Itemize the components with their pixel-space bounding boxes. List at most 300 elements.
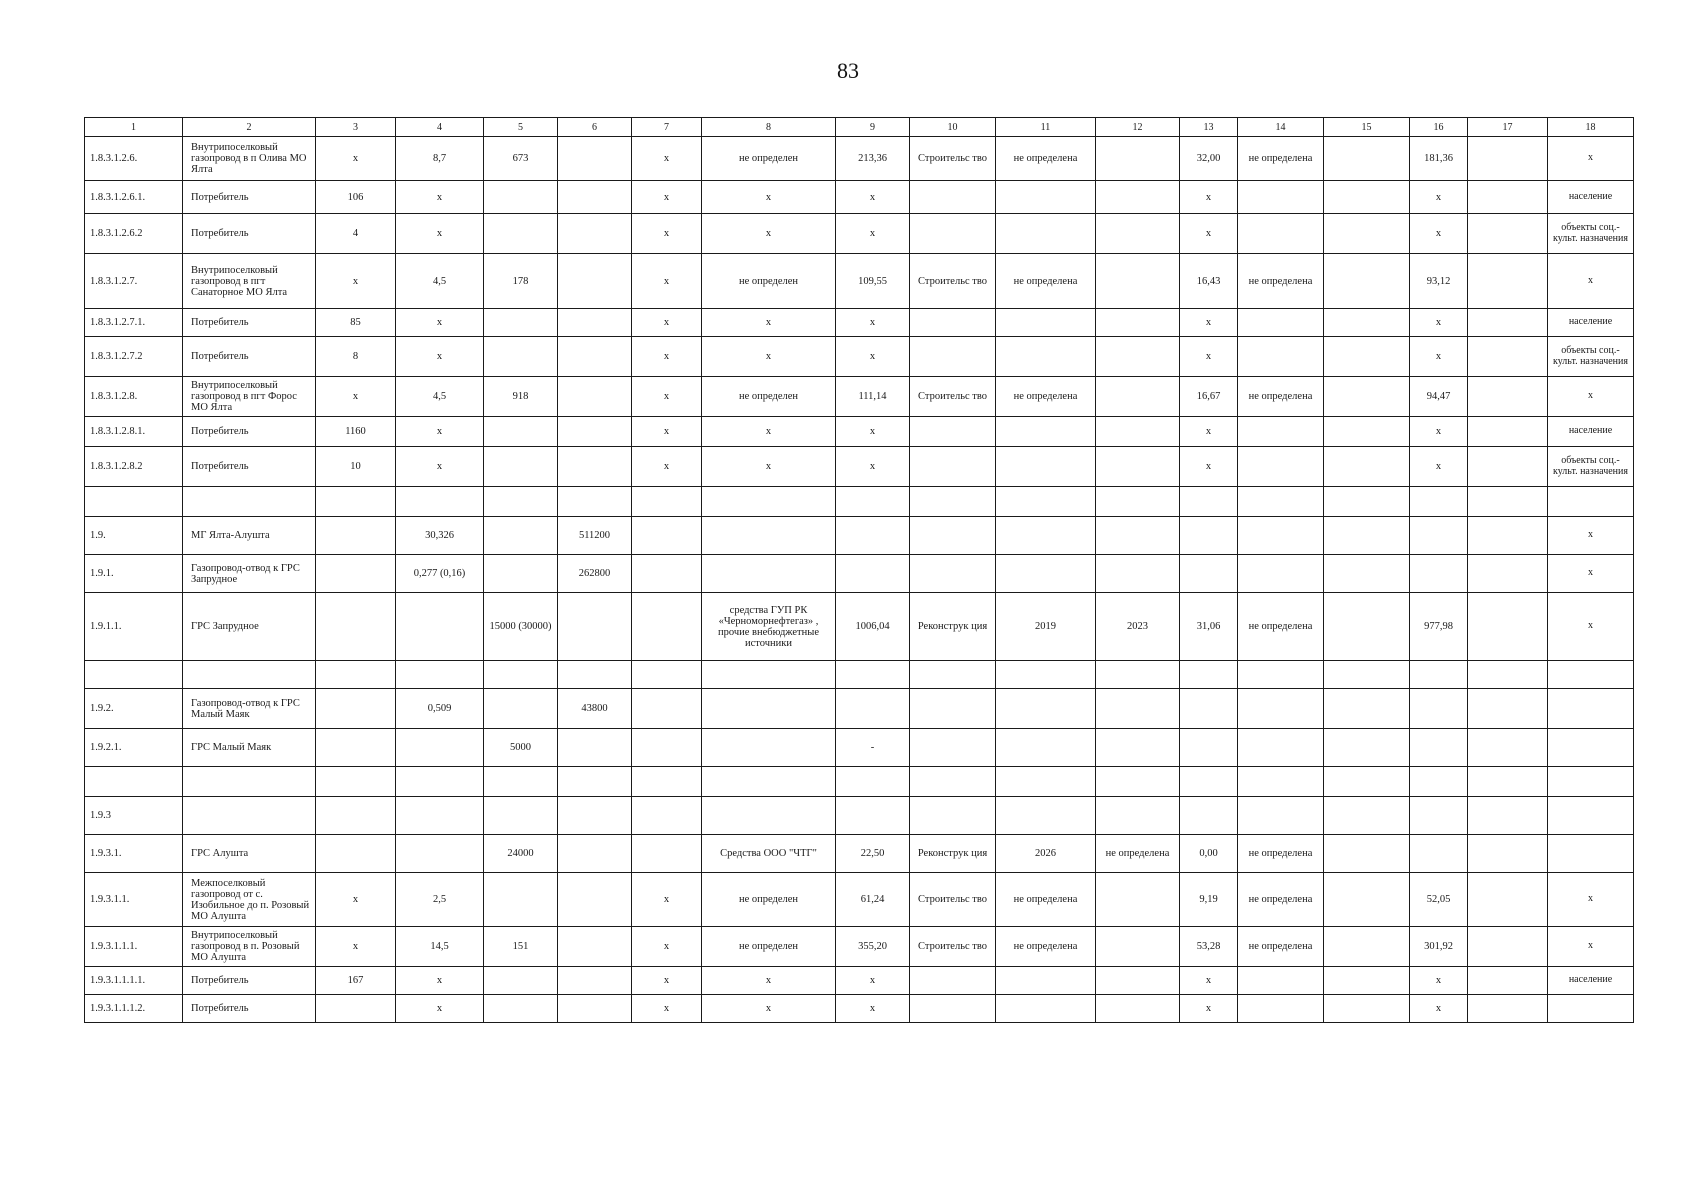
table-cell: 151 [484,927,558,967]
table-cell: x [632,417,702,447]
table-cell: 85 [316,309,396,337]
table-cell: 178 [484,254,558,309]
table-row [85,835,1634,873]
table-cell [910,729,996,767]
table-cell: x [316,137,396,181]
table-cell: x [632,967,702,995]
table-cell [910,337,996,377]
table-cell [1548,797,1634,835]
table-cell [702,729,836,767]
table-cell [558,729,632,767]
table-cell: 1.9.3.1.1.1.2. [85,995,183,1023]
table-cell: x [396,447,484,487]
table-cell [484,181,558,214]
table-cell: 213,36 [836,137,910,181]
table-cell: 109,55 [836,254,910,309]
table-cell: x [836,214,910,254]
table-cell: 4 [316,214,396,254]
table-cell: x [702,447,836,487]
table-cell: Потребитель [183,309,316,337]
table-cell [484,873,558,927]
table-cell [316,729,396,767]
table-cell [316,517,396,555]
table-cell: Строительс тво [910,873,996,927]
table-cell: не определена [1238,254,1324,309]
table-cell [1468,137,1548,181]
table-cell: не определена [996,873,1096,927]
table-cell: x [1410,181,1468,214]
table-cell: x [1410,995,1468,1023]
table-cell: 1.8.3.1.2.7.2 [85,337,183,377]
table-cell [1548,835,1634,873]
table-cell: не определен [702,873,836,927]
table-cell: не определена [1238,593,1324,661]
table-cell [1324,729,1410,767]
table-cell: 15000 (30000) [484,593,558,661]
table-cell: 0,277 (0,16) [396,555,484,593]
table-cell [484,661,558,689]
table-cell [1238,967,1324,995]
table-cell: 5000 [484,729,558,767]
table-cell [632,555,702,593]
table-cell: МГ Ялта-Алушта [183,517,316,555]
table-cell: 1.9.1.1. [85,593,183,661]
table-cell [1096,873,1180,927]
table-cell [1468,967,1548,995]
table-row [85,729,1634,767]
table-cell [484,214,558,254]
table-cell [1238,447,1324,487]
table-cell [996,517,1096,555]
table-cell: 1.9. [85,517,183,555]
table-cell: x [396,337,484,377]
table-cell [558,181,632,214]
table-cell: Газопровод-отвод к ГРС Малый Маяк [183,689,316,729]
table-cell: x [836,309,910,337]
table-cell [1468,377,1548,417]
table-cell: не определена [1238,377,1324,417]
table-cell [484,797,558,835]
table-cell [1180,555,1238,593]
table-cell [1410,689,1468,729]
table-cell [316,661,396,689]
table-row [85,967,1634,995]
table-cell: 2023 [1096,593,1180,661]
table-cell: 1.8.3.1.2.6. [85,137,183,181]
table-cell [1180,661,1238,689]
table-cell: 1.8.3.1.2.8.2 [85,447,183,487]
table-cell [316,835,396,873]
table-cell: Потребитель [183,181,316,214]
table-cell: x [836,337,910,377]
table-cell [558,337,632,377]
table-cell [85,661,183,689]
table-cell: 977,98 [1410,593,1468,661]
table-cell [1468,873,1548,927]
table-cell [1324,593,1410,661]
table-cell [702,555,836,593]
table-cell: 43800 [558,689,632,729]
table-cell: Реконструк ция [910,835,996,873]
table-cell: x [836,417,910,447]
table-cell [183,487,316,517]
table-cell [836,689,910,729]
table-cell [702,689,836,729]
table-cell: 31,06 [1180,593,1238,661]
table-cell [1548,689,1634,729]
table-cell: x [316,377,396,417]
table-cell: Внутрипоселковый газопровод в п Олива МО Ялта [183,137,316,181]
table-cell [558,835,632,873]
table-cell [1096,729,1180,767]
table-cell: x [836,181,910,214]
table-cell [632,767,702,797]
table-cell: не определена [1238,137,1324,181]
table-row [85,689,1634,729]
table-cell [1468,447,1548,487]
table-cell [1096,517,1180,555]
table-cell [1410,661,1468,689]
table-cell: Реконструк ция [910,593,996,661]
table-cell: x [396,995,484,1023]
table-cell [910,447,996,487]
header-cell: 5 [484,118,558,137]
table-cell [1410,797,1468,835]
table-cell [558,927,632,967]
table-cell: x [632,337,702,377]
table-cell: Потребитель [183,417,316,447]
table-cell [1180,517,1238,555]
table-cell [1096,767,1180,797]
table-cell [1180,689,1238,729]
table-cell: x [632,254,702,309]
table-cell [1324,517,1410,555]
table-cell: 1.8.3.1.2.6.1. [85,181,183,214]
table-cell: 2,5 [396,873,484,927]
table-cell [1096,417,1180,447]
table-cell: x [836,447,910,487]
table-cell [996,767,1096,797]
table-cell [1410,767,1468,797]
table-cell [183,767,316,797]
table-cell: Строительс тво [910,927,996,967]
table-cell [836,487,910,517]
table-cell: x [1410,967,1468,995]
table-cell [996,447,1096,487]
table-cell [558,447,632,487]
table-cell [558,593,632,661]
table-cell: x [702,337,836,377]
table-cell: 1006,04 [836,593,910,661]
table-cell: 111,14 [836,377,910,417]
table-cell: x [702,967,836,995]
table-cell [632,729,702,767]
table-cell [1468,927,1548,967]
table-cell: x [396,214,484,254]
table-cell: 10 [316,447,396,487]
table-cell [484,689,558,729]
table-row [85,555,1634,593]
table-cell [996,337,1096,377]
table-cell: x [1180,447,1238,487]
table-cell: 181,36 [1410,137,1468,181]
table-cell: 53,28 [1180,927,1238,967]
table-cell [910,995,996,1023]
table-cell [1468,309,1548,337]
table-cell [1410,517,1468,555]
table-cell [1324,967,1410,995]
table-cell: x [632,873,702,927]
table-row [85,254,1634,309]
table-cell [910,661,996,689]
table-row [85,181,1634,214]
table-cell [1468,337,1548,377]
table-row [85,517,1634,555]
table-cell: x [1548,377,1634,417]
table-cell: население [1548,181,1634,214]
table-cell: 1160 [316,417,396,447]
table-row [85,447,1634,487]
table-cell [1096,689,1180,729]
table-cell: 16,67 [1180,377,1238,417]
table-cell [836,797,910,835]
table-row [85,377,1634,417]
table-cell: 1.8.3.1.2.7.1. [85,309,183,337]
table-cell [1238,181,1324,214]
table-cell: 262800 [558,555,632,593]
table-cell: не определена [1238,927,1324,967]
table-cell: 94,47 [1410,377,1468,417]
table-cell [1324,873,1410,927]
table-cell: 1.8.3.1.2.6.2 [85,214,183,254]
table-cell: 1.9.3.1.1.1.1. [85,967,183,995]
table-cell [1096,927,1180,967]
table-cell [996,689,1096,729]
table-cell: x [396,181,484,214]
table-cell: 1.9.2. [85,689,183,729]
table-cell: x [1548,517,1634,555]
table-cell [1324,689,1410,729]
table-cell: 673 [484,137,558,181]
table-cell [1468,254,1548,309]
table-cell [1180,487,1238,517]
table-cell [1096,254,1180,309]
table-cell: 1.9.3.1. [85,835,183,873]
table-cell [1324,181,1410,214]
table-cell: x [702,309,836,337]
table-cell [1238,995,1324,1023]
table-cell [558,309,632,337]
table-cell: не определена [996,137,1096,181]
table-cell [558,873,632,927]
table-cell [910,689,996,729]
table-cell [1238,417,1324,447]
table-cell [1096,309,1180,337]
table-cell [1096,555,1180,593]
table-cell [1468,661,1548,689]
table-cell: x [1410,447,1468,487]
table-cell: x [1410,214,1468,254]
table-row [85,873,1634,927]
table-cell [396,835,484,873]
table-cell: x [1180,337,1238,377]
table-cell [1238,309,1324,337]
table-cell [1324,254,1410,309]
table-cell [183,797,316,835]
table-row [85,767,1634,797]
table-cell [558,254,632,309]
table-cell: Потребитель [183,214,316,254]
table-cell: 9,19 [1180,873,1238,927]
table-cell: 355,20 [836,927,910,967]
table-cell: x [1180,417,1238,447]
header-cell: 1 [85,118,183,137]
table-cell [1324,797,1410,835]
table-cell: не определена [996,254,1096,309]
table-cell: x [1180,181,1238,214]
table-cell: 1.9.3.1.1.1. [85,927,183,967]
table-cell [1324,137,1410,181]
table-cell: x [632,377,702,417]
table-row [85,214,1634,254]
table-cell [702,661,836,689]
table-cell: 918 [484,377,558,417]
table-cell [910,214,996,254]
table-cell [910,767,996,797]
table-cell [632,593,702,661]
table-cell [1238,767,1324,797]
table-cell: Средства ООО "ЧТГ" [702,835,836,873]
table-cell [1468,767,1548,797]
table-cell: 8 [316,337,396,377]
table-cell: x [632,309,702,337]
table-cell [1468,729,1548,767]
table-cell [1468,797,1548,835]
table-cell: x [396,309,484,337]
table-cell: Потребитель [183,447,316,487]
table-cell: x [702,214,836,254]
table-cell [1548,487,1634,517]
table-cell [910,797,996,835]
table-cell [484,309,558,337]
table-cell [1548,661,1634,689]
table-row [85,337,1634,377]
table-cell [1324,214,1410,254]
header-cell: 17 [1468,118,1548,137]
table-cell: x [702,995,836,1023]
header-cell: 12 [1096,118,1180,137]
table-cell [910,181,996,214]
table-cell: население [1548,417,1634,447]
table-cell: не определена [996,377,1096,417]
table-cell: 1.8.3.1.2.8. [85,377,183,417]
table-cell: не определен [702,254,836,309]
table-row [85,927,1634,967]
table-cell [910,417,996,447]
table-cell [484,555,558,593]
header-cell: 3 [316,118,396,137]
table-cell [1410,487,1468,517]
header-cell: 9 [836,118,910,137]
table-cell: Потребитель [183,337,316,377]
table-cell [996,661,1096,689]
table-cell: 14,5 [396,927,484,967]
table-cell [558,377,632,417]
table-cell [1468,417,1548,447]
table-cell: Строительс тво [910,137,996,181]
table-cell: ГРС Запрудное [183,593,316,661]
header-row [85,118,1634,137]
table-cell [396,729,484,767]
table-cell [996,417,1096,447]
table-cell: Внутрипоселковый газопровод в п. Розовый МО Алушта [183,927,316,967]
table-cell [558,661,632,689]
table-cell [1238,661,1324,689]
table-cell [1096,214,1180,254]
table-cell [558,995,632,1023]
table-cell [702,767,836,797]
table-cell: x [316,927,396,967]
table-cell: x [632,995,702,1023]
table-cell [484,487,558,517]
table-cell: x [1548,137,1634,181]
table-cell: x [632,181,702,214]
table-cell [996,309,1096,337]
table-cell: 52,05 [1410,873,1468,927]
table-cell [316,487,396,517]
table-cell [910,309,996,337]
table-cell [484,995,558,1023]
header-cell: 11 [996,118,1096,137]
table-cell [1238,689,1324,729]
table-cell [1180,767,1238,797]
table-cell: ГРС Малый Маяк [183,729,316,767]
table-cell [836,517,910,555]
table-cell [996,181,1096,214]
table-cell [396,767,484,797]
table-cell: x [1548,873,1634,927]
table-cell [1324,995,1410,1023]
table-cell: не определен [702,377,836,417]
table-cell [1324,337,1410,377]
table-cell [1096,487,1180,517]
header-cell: 7 [632,118,702,137]
table-cell [558,137,632,181]
table-cell: x [1548,254,1634,309]
table-cell [558,967,632,995]
table-cell: x [632,447,702,487]
table-cell: не определен [702,137,836,181]
table-cell [1410,729,1468,767]
table-cell [1238,214,1324,254]
table-cell: x [316,873,396,927]
table-cell [1468,214,1548,254]
table-cell [910,517,996,555]
table-cell [996,214,1096,254]
table-cell: x [1180,309,1238,337]
table-cell: 4,5 [396,377,484,417]
table-cell [484,337,558,377]
table-cell [1410,555,1468,593]
table-cell: 1.9.3.1.1. [85,873,183,927]
table-cell [558,214,632,254]
page-number: 83 [837,58,859,83]
table-cell: x [1548,927,1634,967]
table-cell [1468,555,1548,593]
table-row [85,137,1634,181]
table-cell: не определена [1238,835,1324,873]
table-cell [996,487,1096,517]
